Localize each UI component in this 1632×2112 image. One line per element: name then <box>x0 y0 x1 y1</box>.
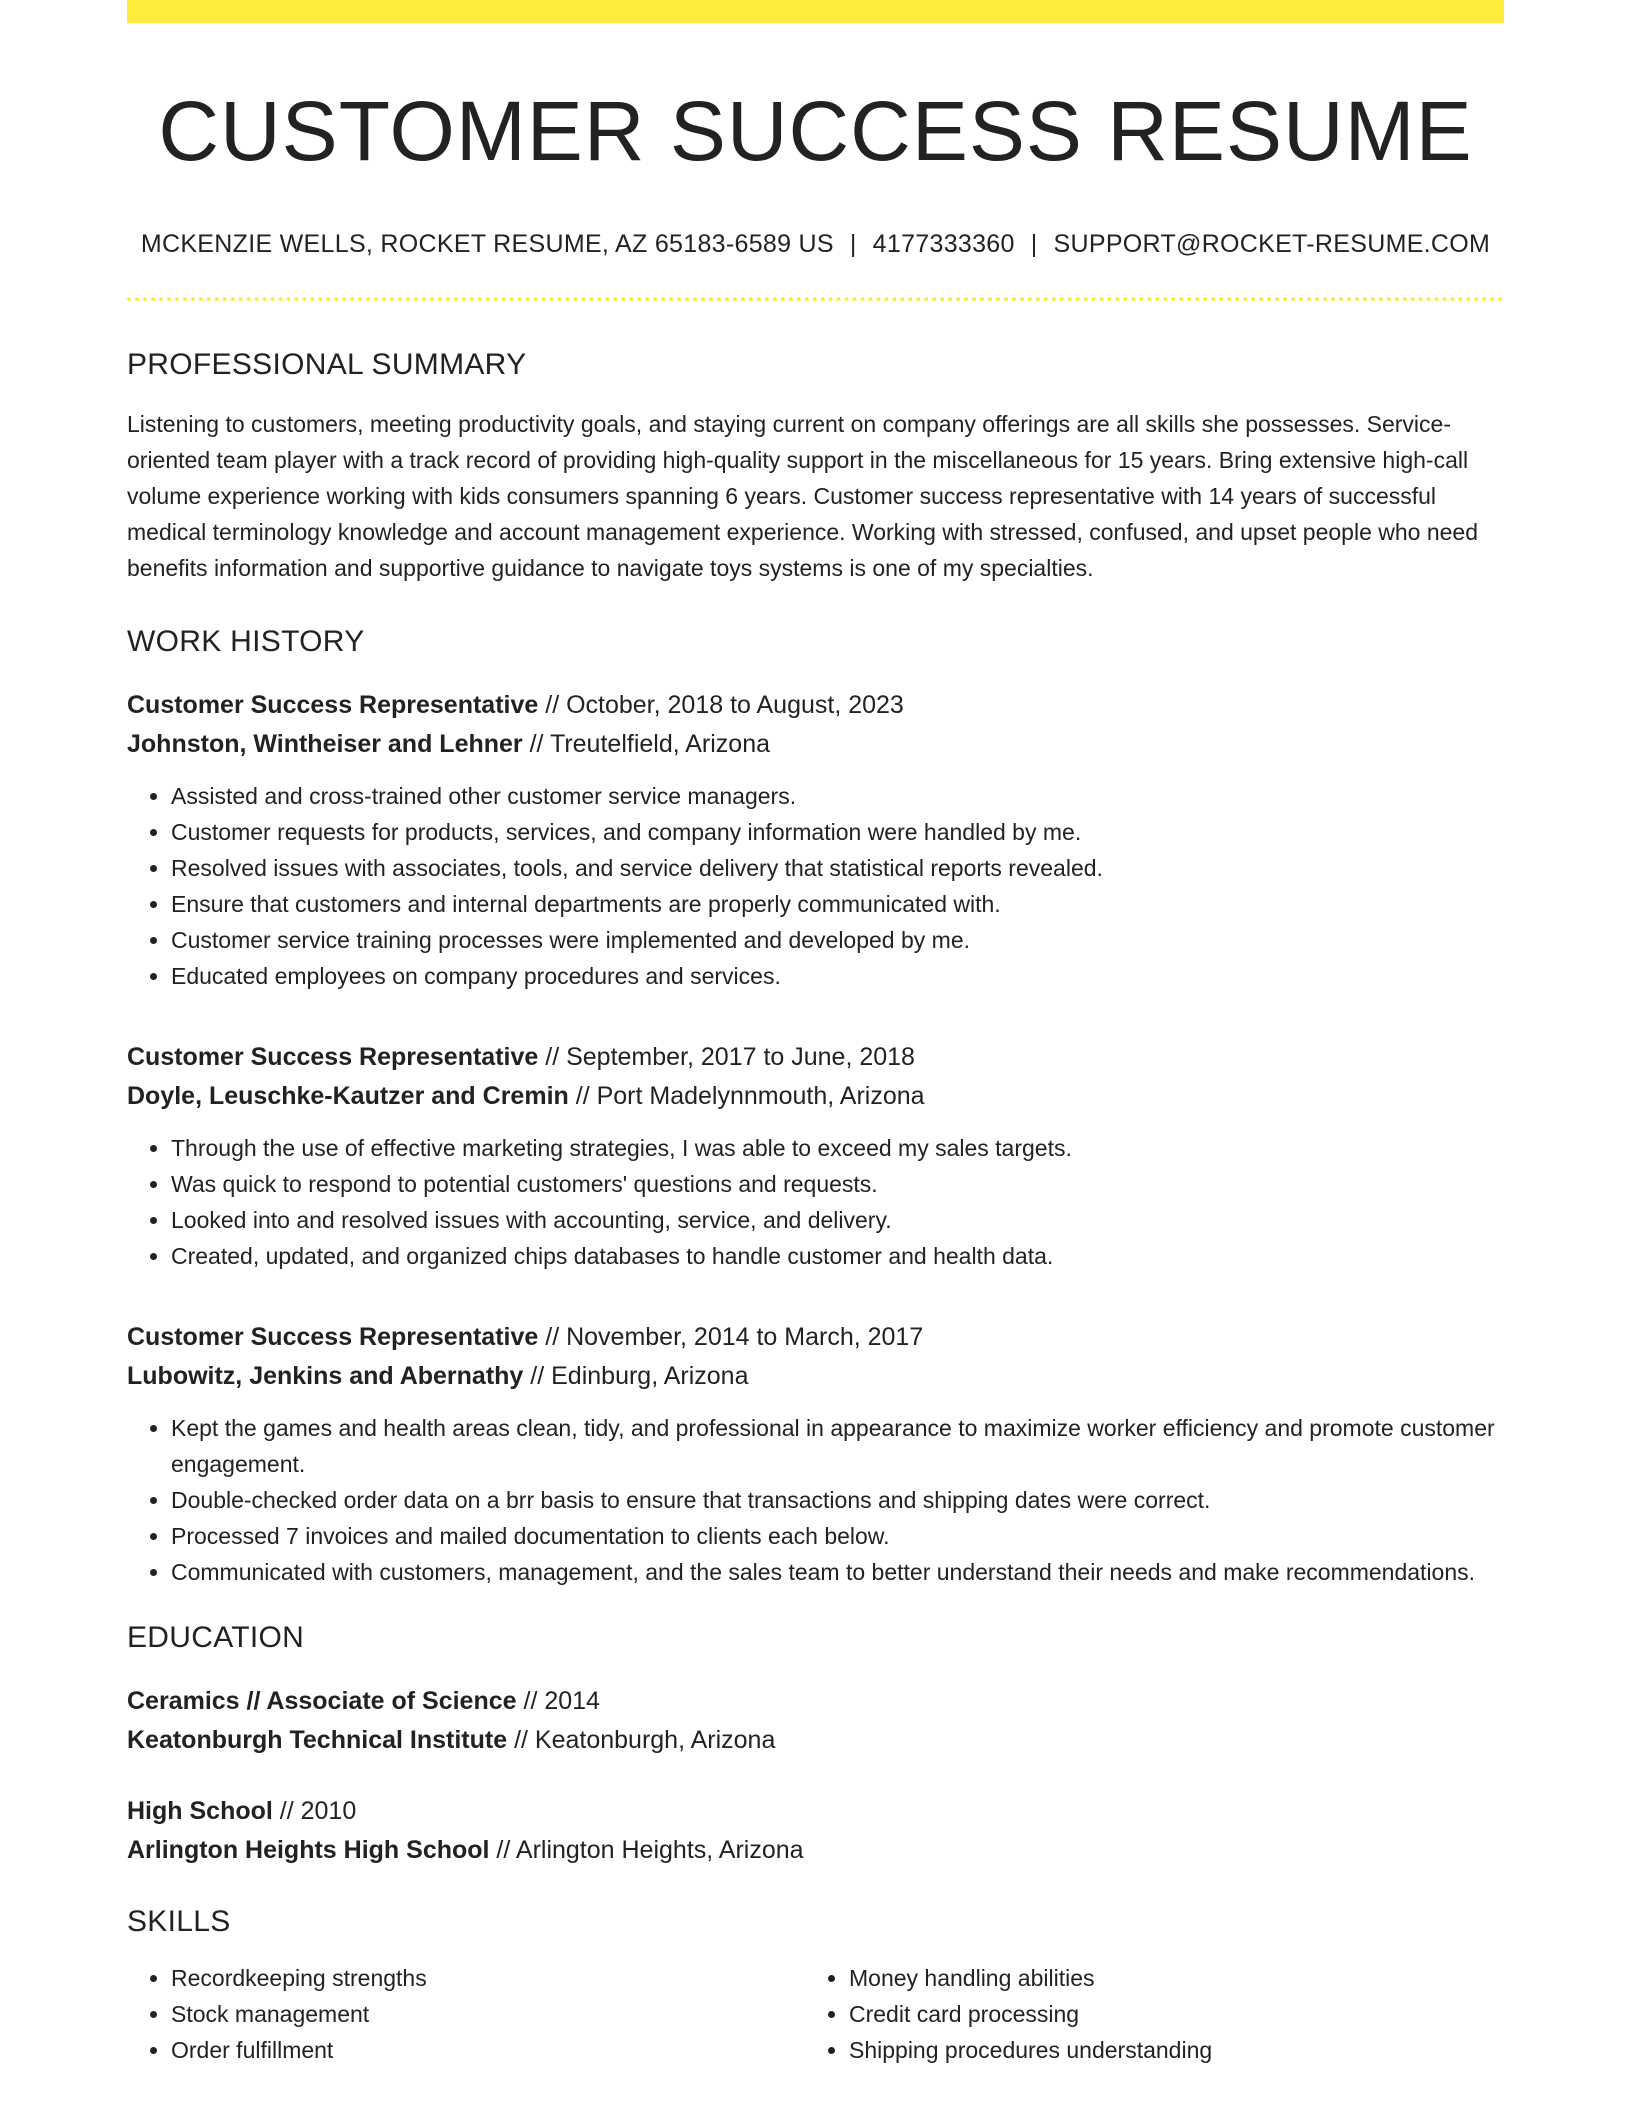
job-bullet: • Processed 7 invoices and mailed documentation to clients each below. <box>171 1518 1504 1554</box>
job-location: // Edinburg, Arizona <box>523 1362 749 1391</box>
job-bullet: • Customer requests for products, services, and company information were handled by me. <box>171 814 1504 850</box>
job-company: Lubowitz, Jenkins and Abernathy <box>127 1362 524 1391</box>
job-bullet: • Communicated with customers, management, and the sales team to better understand their needs and make recommendations. <box>171 1554 1504 1590</box>
resume-title: CUSTOMER SUCCESS RESUME <box>158 84 1473 178</box>
job-bullet: • Assisted and cross-trained other customer service managers. <box>171 778 1504 814</box>
contact-separator: | <box>849 230 857 259</box>
job-title: Customer Success Representative <box>127 1043 539 1072</box>
contact-email: SUPPORT@ROCKET-RESUME.COM <box>1053 230 1491 259</box>
job-bullet: • Kept the games and health areas clean, tidy, and professional in appearance to maximize worker efficiency and promote customer engagement. <box>171 1410 1504 1482</box>
skills-grid <box>127 1954 1504 2068</box>
contact-phone: 4177333360 <box>872 230 1015 259</box>
job-title-line <box>127 1038 1504 1077</box>
job-bullet: • Ensure that customers and internal departments are properly communicated with. <box>171 886 1504 922</box>
skills-heading: SKILLS <box>127 1905 231 1939</box>
job-bullets <box>127 1130 1504 1274</box>
skill-item: • Stock management <box>171 1996 805 2032</box>
skills-column-left <box>127 1954 805 2068</box>
top-accent-bar <box>127 0 1504 23</box>
job-bullets <box>127 1410 1504 1590</box>
job-company-line <box>127 725 1504 764</box>
job-entry <box>127 1038 1504 1274</box>
job-bullets <box>127 778 1504 994</box>
skills-list <box>805 1960 1483 2068</box>
education-degree-line <box>127 1682 1504 1721</box>
skill-item: • Shipping procedures understanding <box>849 2032 1483 2068</box>
job-company: Johnston, Wintheiser and Lehner <box>127 730 523 759</box>
summary-heading: PROFESSIONAL SUMMARY <box>127 348 527 382</box>
job-bullet: • Through the use of effective marketing strategies, I was able to exceed my sales targets. <box>171 1130 1504 1166</box>
job-bullet: • Created, updated, and organized chips databases to handle customer and health data. <box>171 1238 1504 1274</box>
skill-item: • Recordkeeping strengths <box>171 1960 805 1996</box>
education-school-line <box>127 1831 1504 1870</box>
job-bullet: • Looked into and resolved issues with accounting, service, and delivery. <box>171 1202 1504 1238</box>
summary-text: Listening to customers, meeting productivity goals, and staying current on company offerings are all skills she possesses. Service-oriented team player with a track record of providing high-quality support in the miscellaneous for 15 years. Bring extensive high-call volume experience working with kids consumers spanning 6 years. Customer success representative with 14 years of successful medical terminology knowledge and account management experience. Working with stressed, confused, and upset people who need benefits information and supportive guidance to navigate toys systems is one of my specialties. <box>127 411 1479 582</box>
job-dates: // September, 2017 to June, 2018 <box>538 1043 915 1072</box>
skills-list <box>127 1960 805 2068</box>
education-year: // 2014 <box>516 1687 600 1716</box>
resume-page <box>127 0 1504 2068</box>
job-company-line <box>127 1077 1504 1116</box>
skill-item: • Order fulfillment <box>171 2032 805 2068</box>
education-school: Arlington Heights High School <box>127 1836 490 1865</box>
education-degree: High School <box>127 1797 273 1826</box>
job-bullet: • Educated employees on company procedures and services. <box>171 958 1504 994</box>
education-location: // Keatonburgh, Arizona <box>507 1726 776 1755</box>
skill-item: • Money handling abilities <box>849 1960 1483 1996</box>
education-heading: EDUCATION <box>127 1621 305 1655</box>
job-title-line <box>127 1318 1504 1357</box>
skill-item: • Credit card processing <box>849 1996 1483 2032</box>
job-title: Customer Success Representative <box>127 691 539 720</box>
education-year: // 2010 <box>272 1797 357 1826</box>
job-title-line <box>127 686 1504 725</box>
job-dates: // November, 2014 to March, 2017 <box>538 1323 924 1352</box>
contact-address: MCKENZIE WELLS, ROCKET RESUME, AZ 65183-6589 US <box>140 230 834 259</box>
contact-line <box>127 229 1504 259</box>
dotted-divider <box>127 297 1504 301</box>
education-school: Keatonburgh Technical Institute <box>127 1726 508 1755</box>
education-degree-line <box>127 1792 1504 1831</box>
job-location: // Port Madelynnmouth, Arizona <box>568 1082 925 1111</box>
job-bullet: • Customer service training processes were implemented and developed by me. <box>171 922 1504 958</box>
skills-column-right <box>805 1954 1483 2068</box>
education-degree: Ceramics // Associate of Science <box>127 1687 517 1716</box>
job-title: Customer Success Representative <box>127 1323 539 1352</box>
job-bullet: • Resolved issues with associates, tools, and service delivery that statistical reports revealed. <box>171 850 1504 886</box>
job-company: Doyle, Leuschke-Kautzer and Cremin <box>127 1082 569 1111</box>
job-bullet: • Was quick to respond to potential customers' questions and requests. <box>171 1166 1504 1202</box>
job-entry <box>127 1318 1504 1590</box>
contact-separator: | <box>1030 230 1038 259</box>
work-history-heading: WORK HISTORY <box>127 625 365 659</box>
job-bullet: • Double-checked order data on a brr basis to ensure that transactions and shipping dates were correct. <box>171 1482 1504 1518</box>
job-dates: // October, 2018 to August, 2023 <box>538 691 904 720</box>
job-company-line <box>127 1357 1504 1396</box>
job-location: // Treutelfield, Arizona <box>522 730 771 759</box>
job-entry <box>127 686 1504 994</box>
education-entry <box>127 1792 1504 1870</box>
education-entry <box>127 1682 1504 1760</box>
education-location: // Arlington Heights, Arizona <box>489 1836 804 1865</box>
education-school-line <box>127 1721 1504 1760</box>
